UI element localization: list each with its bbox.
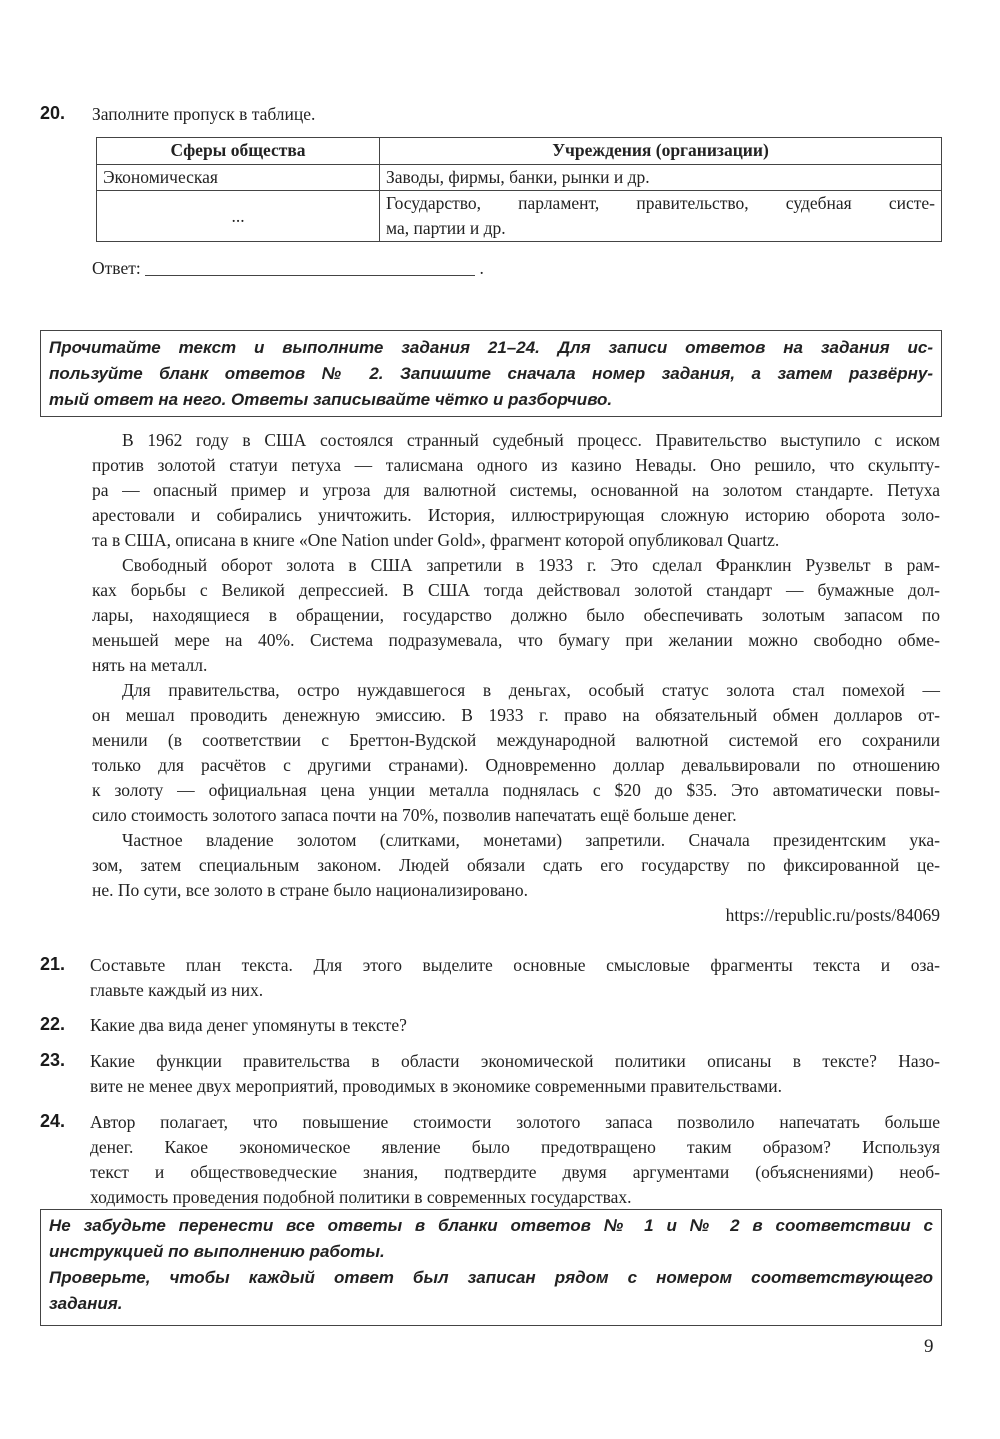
paragraph-line: только для расчётов с другими странами). Одновременно доллар девальвировали по отношению	[92, 755, 940, 775]
question-line: главьте каждый из них.	[90, 980, 264, 1000]
question-line: денег. Какое экономическое явление было предотвращено таким образом? Используя	[90, 1137, 940, 1157]
question-24	[40, 1110, 940, 1210]
paragraph-line: сило стоимость золотого запаса почти на 70%, позволив напечатать ещё больше денег.	[92, 805, 737, 825]
question-number: 24.	[40, 1111, 66, 1131]
paragraph-line: лары, находящиеся в обращении, государство должно было обеспечивать золотым запасом по	[92, 605, 940, 625]
question-21	[40, 953, 940, 1003]
question-line: ходимость проведения подобной политики в современных государствах.	[90, 1187, 632, 1207]
reminder-line: Не забудьте перенести все ответы в бланки ответов № 1 и № 2 в соответствии с	[49, 1216, 933, 1235]
reminder-line: инструкцией по выполнению работы.	[49, 1242, 385, 1261]
question-line: текст и обществоведческие знания, подтвердите двумя аргументами (объяснениями) необ-	[90, 1162, 940, 1182]
paragraph-line: ра — опасный пример и угроза для валютной системы, основанной на золотом стандарте. Петуха	[92, 480, 940, 500]
questions-list	[40, 953, 940, 1210]
paragraph-line: Свободный оборот золота в США запретили в 1933 г. Это сделал Франклин Рузвельт в рам-	[122, 555, 940, 575]
paragraph-line: арестовали и собирались уничтожить. История, иллюстрирующая сложную историю оборота золо-	[92, 505, 940, 525]
instruction-line: пользуйте бланк ответов № 2. Запишите сначала номер задания, а затем развёрну-	[49, 364, 933, 383]
paragraph-line: нять на металл.	[92, 655, 208, 675]
text-paragraph	[40, 428, 940, 553]
spheres-table	[96, 137, 942, 242]
text-paragraph	[40, 828, 940, 903]
text-paragraph	[40, 553, 940, 678]
final-reminder-box	[40, 1209, 942, 1326]
paragraph-line: к золоту — официальная цена унции металла поднялась с $20 до $35. Это автоматически повы-	[92, 780, 940, 800]
question-number: 23.	[40, 1050, 66, 1070]
paragraph-line: Для правительства, остро нуждавшегося в деньгах, особый статус золота стал помехой —	[122, 680, 940, 700]
table-cell-blank: ...	[97, 191, 380, 242]
paragraph-line: менили (в соответствии с Бреттон-Вудской международной валютной системой его сохранили	[92, 730, 940, 750]
paragraph-line: Частное владение золотом (слитками, монетами) запретили. Сначала президентским ука-	[122, 830, 940, 850]
paragraph-line: ках борьбы с Великой депрессией. В США тогда действовал золотой стандарт — бумажные дол-	[92, 580, 940, 600]
question-23	[40, 1049, 940, 1099]
instruction-box	[40, 330, 942, 417]
source-text	[40, 428, 940, 903]
instruction-line: тый ответ на него. Ответы записывайте чётко и разборчиво.	[49, 390, 613, 409]
question-number-20: 20.	[40, 103, 66, 123]
instruction-line: Прочитайте текст и выполните задания 21–24. Для записи ответов на задания ис-	[49, 338, 933, 357]
paragraph-line: против золотой статуи петуха — талисмана одного из казино Невады. Оно решило, что скульпту-	[92, 455, 940, 475]
question-line: Составьте план текста. Для этого выделите основные смысловые фрагменты текста и оза-	[90, 955, 940, 975]
question-number: 22.	[40, 1014, 66, 1034]
paragraph-line: В 1962 году в США состоялся странный судебный процесс. Правительство выступило с иском	[122, 430, 940, 450]
paragraph-line: он мешал проводить денежную эмиссию. В 1933 г. право на обязательный обмен долларов от-	[92, 705, 940, 725]
question-20-text: Заполните пропуск в таблице.	[92, 104, 316, 124]
paragraph-line: не. По сути, все золото в стране было национализировано.	[92, 880, 528, 900]
table-cell	[380, 191, 942, 242]
table-header-row	[97, 138, 942, 165]
cell-line: Государство, парламент, правительство, судебная систе-	[386, 193, 935, 213]
answer-row	[92, 256, 484, 281]
answer-field[interactable]	[145, 257, 475, 276]
answer-period: .	[479, 258, 484, 278]
question-line: вите не менее двух мероприятий, проводимых в экономике современными правительствами.	[90, 1076, 783, 1096]
cell-line: ма, партии и др.	[386, 218, 506, 238]
table-header: Учреждения (организации)	[380, 138, 942, 165]
answer-label: Ответ:	[92, 258, 141, 278]
reminder-line: Проверьте, чтобы каждый ответ был записан рядом с номером соответствующего	[49, 1268, 933, 1287]
question-line: Какие функции правительства в области экономической политики описаны в тексте? Назо-	[90, 1051, 940, 1071]
paragraph-line: зом, затем специальным законом. Людей обязали сдать его государству по фиксированной це-	[92, 855, 940, 875]
table-row	[97, 191, 942, 242]
cell-line: Заводы, фирмы, банки, рынки и др.	[386, 167, 650, 187]
reminder-line: задания.	[49, 1294, 123, 1313]
table-cell: Экономическая	[97, 165, 380, 191]
page-number: 9	[924, 1336, 934, 1357]
question-number: 21.	[40, 954, 66, 974]
table-header: Сферы общества	[97, 138, 380, 165]
question-line: Какие два вида денег упомянуты в тексте?	[90, 1015, 407, 1035]
question-line: Автор полагает, что повышение стоимости золотого запаса позволило напечатать больше	[90, 1112, 940, 1132]
text-paragraph	[40, 678, 940, 828]
table-row	[97, 165, 942, 191]
source-link: https://republic.ru/posts/84069	[725, 905, 940, 925]
question-22	[40, 1013, 940, 1038]
paragraph-line: меньшей мере на 40%. Система подразумевала, что бумагу при желании можно свободно обме-	[92, 630, 940, 650]
table-cell	[380, 165, 942, 191]
paragraph-line: та в США, описана в книге «One Nation under Gold», фрагмент которой опубликовал Quartz.	[92, 530, 780, 550]
